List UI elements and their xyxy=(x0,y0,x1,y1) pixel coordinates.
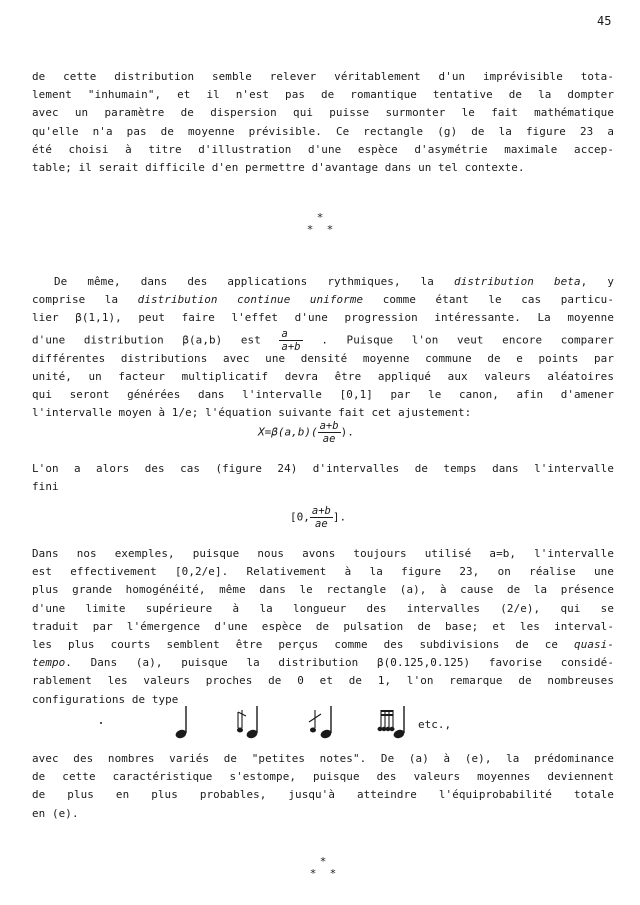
text-line xyxy=(32,654,614,672)
fraction xyxy=(279,328,302,353)
text-line: lier β(1,1), peut faire l'effet d'une progression intéressante. La moyenne xyxy=(32,311,614,325)
text-run: , y xyxy=(580,275,614,288)
italic-term: distribution continue uniforme xyxy=(137,293,364,307)
paragraph-4 xyxy=(32,545,614,709)
text-line: qui seront générées dans l'intervalle [0,1] par le canon, afin d'amener xyxy=(32,388,614,402)
equation-1 xyxy=(258,420,354,445)
rhythm-notation xyxy=(0,700,640,745)
acciaccatura-quarter-icon xyxy=(309,706,333,740)
text-line: fini xyxy=(32,480,59,494)
fraction-denominator: ae xyxy=(322,433,336,445)
separator-star: * xyxy=(309,867,317,880)
text-line: traduit par l'émergence d'une espèce de pulsation de base; et les interval- xyxy=(32,619,614,633)
equation-left: [0, xyxy=(290,510,310,524)
text-run: . Dans (a), puisque la distribution β(0.125,0.125) favorise considé- xyxy=(65,656,614,670)
text-line: été choisi à titre d'illustration d'une espèce d'asymétrie maximale accep- xyxy=(32,142,614,156)
separator-star-pair xyxy=(300,224,340,236)
section-separator xyxy=(303,856,343,880)
text-run: comprise la xyxy=(32,293,138,307)
separator-star: * xyxy=(329,867,337,880)
equation-left: X=β(a,b)( xyxy=(258,425,318,439)
text-run: comme étant le cas particu- xyxy=(363,293,614,307)
text-run: De même, dans des applications rythmiques, la xyxy=(54,275,455,288)
paragraph-3 xyxy=(32,460,614,496)
grace-note-quarter-icon xyxy=(237,706,259,740)
italic-term: distribution beta xyxy=(454,275,581,288)
fraction xyxy=(318,420,341,445)
text-line xyxy=(32,273,614,291)
text-line: Dans nos exemples, puisque nous avons toujours utilisé a=b, l'intervalle xyxy=(32,547,614,560)
fraction-numerator: a+b xyxy=(311,505,331,517)
section-separator xyxy=(300,212,340,236)
fraction xyxy=(310,505,333,530)
separator-star: * xyxy=(316,211,324,224)
text-line xyxy=(32,636,614,654)
text-line: est effectivement [0,2/e]. Relativement à la figure 23, on réalise une xyxy=(32,565,614,579)
text-line: L'on a alors des cas (figure 24) d'intervalles de temps dans l'intervalle xyxy=(32,462,614,475)
separator-star: * xyxy=(326,223,334,236)
text-line: l'intervalle moyen à 1/e; l'équation suivante fait cet ajustement: xyxy=(32,406,472,420)
equation-right: ). xyxy=(340,425,354,439)
text-line: d'une limite supérieure à la longueur des intervalles (2/e), qui se xyxy=(32,601,614,615)
text-line: table; il serait difficile d'en permettre d'avantage dans un tel contexte. xyxy=(32,161,525,175)
text-line xyxy=(32,291,614,309)
quarter-note-icon xyxy=(174,706,187,740)
equation-2 xyxy=(290,505,346,530)
paragraph-1 xyxy=(32,68,614,177)
text-run: les plus courts semblent être perçus comme des subdivisions de ce xyxy=(32,638,575,652)
paragraph-5 xyxy=(32,750,614,823)
paragraph-2 xyxy=(32,273,614,422)
text-line: lement "inhumain", et il n'est pas de romantique tentative de la dompter xyxy=(32,88,614,102)
text-line: de cette caractéristique s'estompe, puisque des valeurs moyennes deviennent xyxy=(32,770,614,784)
etc-label: etc., xyxy=(418,718,452,731)
fraction-numerator: a+b xyxy=(319,420,339,432)
separator-star: * xyxy=(319,855,327,868)
text-line: de plus en plus probables, jusqu'à atteindre l'équiprobabilité totale xyxy=(32,788,614,802)
text-line xyxy=(32,327,614,353)
text-line: de cette distribution semble relever véritablement d'un imprévisible tota- xyxy=(32,70,614,83)
text-line: unité, un facteur multiplicatif devra être appliqué aux valeurs aléatoires xyxy=(32,369,614,383)
separator-star-pair xyxy=(303,868,343,880)
text-line: avec des nombres variés de "petites notes". De (a) à (e), la prédominance xyxy=(32,752,614,765)
text-line: qu'elle n'a pas de moyenne prévisible. Ce rectangle (g) de la figure 23 a xyxy=(32,124,614,138)
grace-notes-group-quarter-icon xyxy=(378,706,406,740)
text-line: configurations de type xyxy=(32,692,179,706)
text-run: d'une distribution β(a,b) est xyxy=(32,333,261,347)
fraction-denominator: a+b xyxy=(281,340,301,353)
text-line: rablement les valeurs proches de 0 et de 1, l'on remarque de nombreuses xyxy=(32,674,614,688)
text-line: plus grande homogénéité, même dans le rectangle (a), à cause de la présence xyxy=(32,583,614,597)
text-run: . Puisque l'on veut encore comparer xyxy=(321,333,614,347)
text-line: différentes distributions avec une densité moyenne commune de e points par xyxy=(32,351,614,365)
italic-term: quasi- xyxy=(574,638,614,652)
italic-term: tempo xyxy=(32,656,66,670)
fraction-denominator: ae xyxy=(315,518,328,530)
text-line: en (e). xyxy=(32,806,79,820)
fraction-numerator: a xyxy=(279,328,302,341)
equation-right: ]. xyxy=(332,510,347,524)
page-number: 45 xyxy=(597,14,612,28)
separator-star: * xyxy=(306,223,314,236)
text-line: avec un paramètre de dispersion qui puisse surmonter le fait mathématique xyxy=(32,106,614,120)
